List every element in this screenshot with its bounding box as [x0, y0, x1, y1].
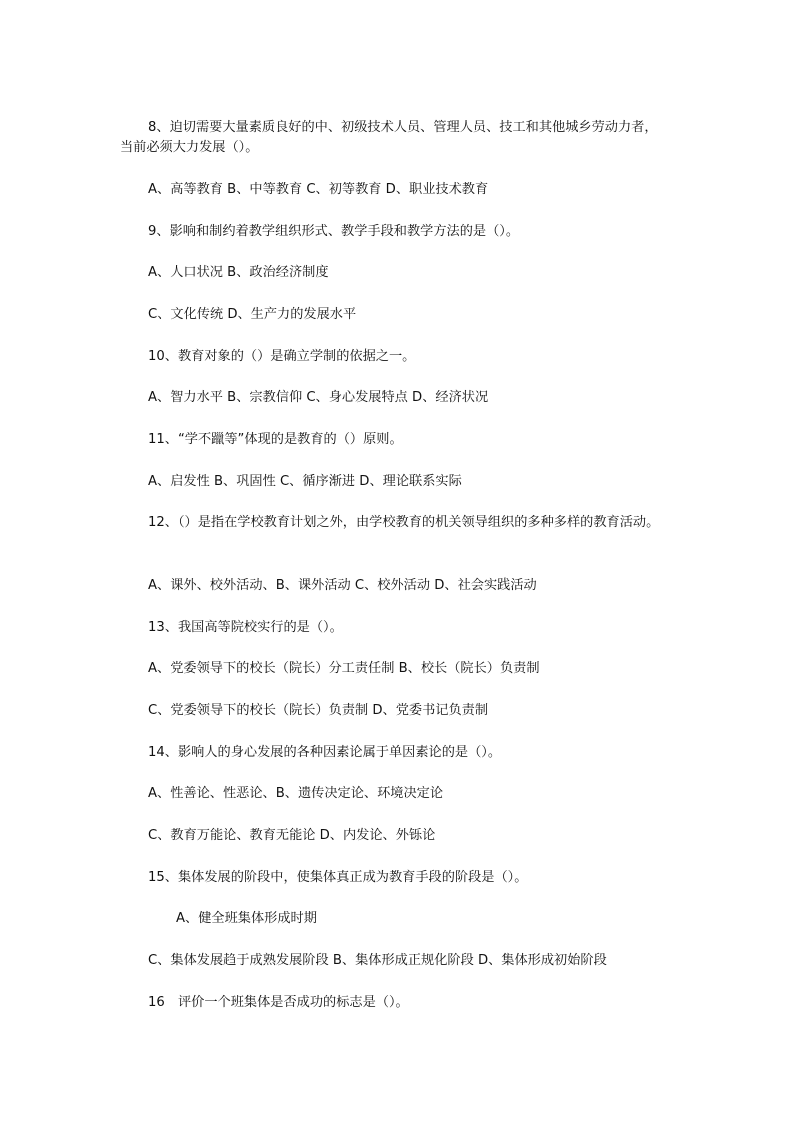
question-11-text: 11、“学不躐等”体现的是教育的（）原则。 [148, 432, 403, 447]
question-13-options-cd: C、党委领导下的校长（院长）负责制 D、党委书记负责制 [148, 703, 489, 718]
question-9-text: 9、影响和制约着教学组织形式、教学手段和教学方法的是（）。 [148, 224, 520, 239]
question-8-text: 8、迫切需要大量素质良好的中、初级技术人员、管理人员、技工和其他城乡劳动力者， [148, 120, 658, 135]
question-13-options-ab: A、党委领导下的校长（院长）分工责任制 B、校长（院长）负责制 [148, 661, 540, 676]
question-12-text: 12、（）是指在学校教育计划之外，由学校教育的机关领导组织的多种多样的教育活动。 [148, 515, 660, 530]
question-9-options-cd: C、文化传统 D、生产力的发展水平 [148, 307, 357, 322]
question-9-options-ab: A、人口状况 B、政治经济制度 [148, 265, 329, 280]
question-11-options: A、启发性 B、巩固性 C、循序渐进 D、理论联系实际 [148, 474, 462, 489]
question-10-options: A、智力水平 B、宗教信仰 C、身心发展特点 D、经济状况 [148, 390, 489, 405]
question-12-options: A、课外、校外活动、B、课外活动 C、校外活动 D、社会实践活动 [148, 578, 537, 593]
question-13-text: 13、我国高等院校实行的是（）。 [148, 620, 343, 635]
question-14-text: 14、影响人的身心发展的各种因素论属于单因素论的是（）。 [148, 745, 502, 760]
question-8-options: A、高等教育 B、中等教育 C、初等教育 D、职业技术教育 [148, 182, 489, 197]
question-10-text: 10、教育对象的（）是确立学制的依据之一。 [148, 349, 416, 364]
question-15-text: 15、集体发展的阶段中，使集体真正成为教育手段的阶段是（）。 [148, 870, 528, 885]
question-15-options-cbd: C、集体发展趋于成熟发展阶段 B、集体形成正规化阶段 D、集体形成初始阶段 [148, 953, 607, 968]
question-14-options-ab: A、性善论、性恶论、B、遗传决定论、环境决定论 [148, 786, 444, 801]
question-8-text-cont: 当前必须大力发展（）。 [120, 140, 259, 155]
question-14-options-cd: C、教育万能论、教育无能论 D、内发论、外铄论 [148, 828, 436, 843]
question-16-text: 16 评价一个班集体是否成功的标志是（）。 [148, 995, 409, 1010]
question-15-option-a: A、健全班集体形成时期 [176, 911, 317, 926]
